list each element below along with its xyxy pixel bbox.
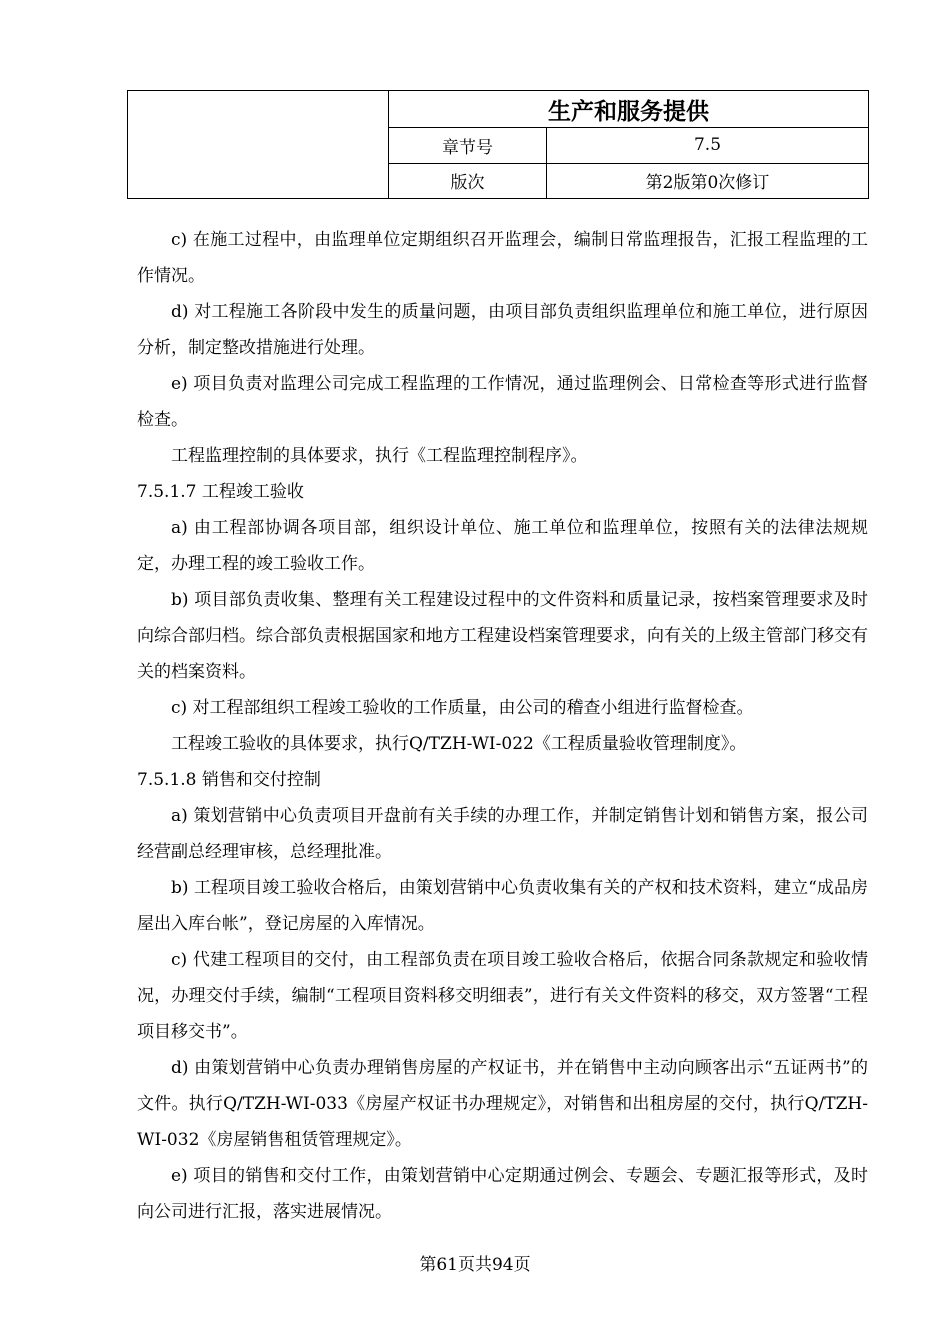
paragraph-e-supervision: e) 项目负责对监理公司完成工程监理的工作情况，通过监理例会、日常检查等形式进行监督检查。 <box>137 374 868 430</box>
paragraph-e-reporting: e) 项目的销售和交付工作，由策划营销中心定期通过例会、专题会、专题汇报等形式，及时向公司进行汇报，落实进展情况。 <box>137 1166 868 1222</box>
document-title: 生产和服务提供 <box>389 91 869 128</box>
paragraph-a-acceptance: a) 由工程部协调各项目部，组织设计单位、施工单位和监理单位，按照有关的法律法规规定，办理工程的竣工验收工作。 <box>137 518 868 574</box>
section-heading-7518: 7.5.1.8 销售和交付控制 <box>137 770 321 790</box>
edition-value: 第2版第0次修订 <box>547 163 869 199</box>
logo-cell <box>128 91 389 199</box>
paragraph-a-sales-plan: a) 策划营销中心负责项目开盘前有关手续的办理工作，并制定销售计划和销售方案，报公司经营副总经理审核，总经理批准。 <box>137 806 868 862</box>
page-number: 第61页共94页 <box>419 1255 531 1275</box>
paragraph-c-handover: c) 代建工程项目的交付，由工程部负责在项目竣工验收合格后，依据合同条款规定和验收情况，办理交付手续，编制“工程项目资料移交明细表”，进行有关文件资料的移交，双方签署“工程项目移交书”。 <box>137 950 868 1042</box>
paragraph-acceptance-requirement: 工程竣工验收的具体要求，执行Q/TZH-WI-022《工程质量验收管理制度》。 <box>171 734 747 754</box>
document-header-table <box>127 90 869 199</box>
paragraph-b-inventory: b) 工程项目竣工验收合格后，由策划营销中心负责收集有关的产权和技术资料，建立“成品房屋出入库台帐”，登记房屋的入库情况。 <box>137 878 868 934</box>
paragraph-d-certificates: d) 由策划营销中心负责办理销售房屋的产权证书，并在销售中主动向顾客出示“五证两书”的文件。执行Q/TZH-WI-033《房屋产权证书办理规定》，对销售和出租房屋的交付，执行Q/TZH-WI-032《房屋销售租赁管理规定》。 <box>137 1058 868 1150</box>
chapter-label: 章节号 <box>389 128 547 164</box>
paragraph-c-meeting: c) 在施工过程中，由监理单位定期组织召开监理会，编制日常监理报告，汇报工程监理的工作情况。 <box>137 230 868 286</box>
edition-label: 版次 <box>389 163 547 199</box>
chapter-value: 7.5 <box>547 128 869 164</box>
paragraph-d-quality-issues: d) 对工程施工各阶段中发生的质量问题，由项目部负责组织监理单位和施工单位，进行原因分析，制定整改措施进行处理。 <box>137 302 868 358</box>
section-heading-7517: 7.5.1.7 工程竣工验收 <box>137 482 304 502</box>
paragraph-c-audit: c) 对工程部组织工程竣工验收的工作质量，由公司的稽查小组进行监督检查。 <box>171 698 754 718</box>
document-body <box>137 222 868 1230</box>
paragraph-supervision-requirement: 工程监理控制的具体要求，执行《工程监理控制程序》。 <box>171 446 588 466</box>
paragraph-b-archiving: b) 项目部负责收集、整理有关工程建设过程中的文件资料和质量记录，按档案管理要求及时向综合部归档。综合部负责根据国家和地方工程建设档案管理要求，向有关的上级主管部门移交有关的档案资料。 <box>137 590 868 682</box>
